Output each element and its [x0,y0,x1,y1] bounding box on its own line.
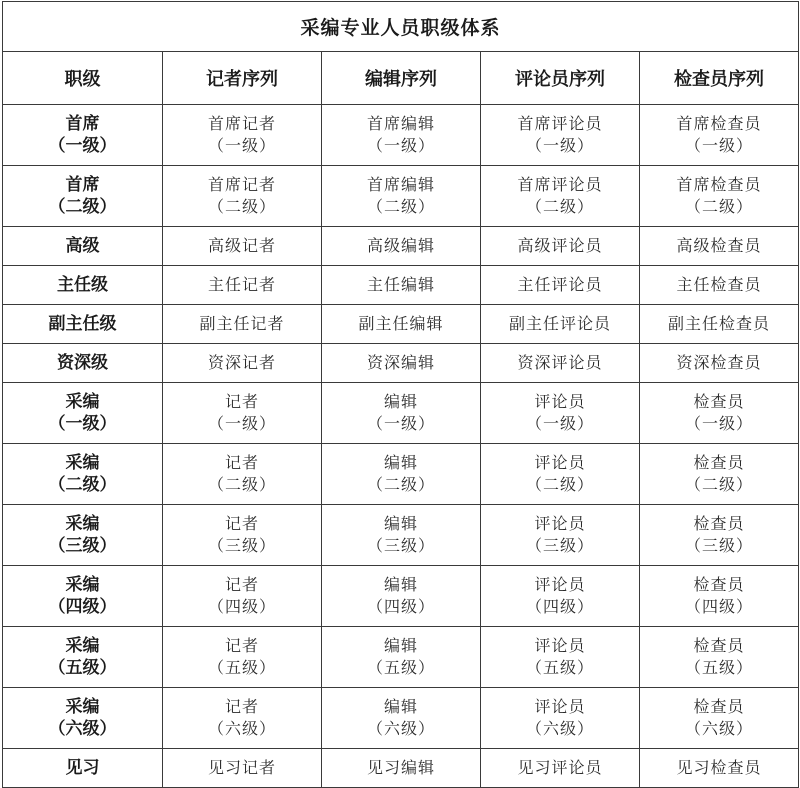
rank-label: 采编 [65,575,100,595]
title-label: 资深记者 [207,353,276,372]
editor-title-cell [322,749,481,788]
commentator-title-cell [481,383,640,444]
title-label: 编辑 [383,392,418,411]
rank-label: （一级） [48,136,117,156]
editor-title-cell [322,266,481,305]
title-label: 检查员 [693,514,745,533]
title-label: （四级） [207,597,276,616]
rank-label: 主任级 [57,275,108,295]
reporter-title-cell [163,383,322,444]
title-label: 评论员 [534,453,586,472]
commentator-title-cell [481,688,640,749]
title-label: 见习检查员 [676,758,762,777]
title-label: 副主任检查员 [667,314,770,333]
title-label: （五级） [684,658,753,677]
table-row [3,505,799,566]
header-inspector-series: 检查员序列 [640,52,799,105]
commentator-title-cell [481,627,640,688]
title-label: （三级） [366,536,435,555]
rank-cell [3,749,163,788]
table-body [3,105,799,788]
title-label: 首席记者 [207,175,276,194]
commentator-title-cell [481,749,640,788]
inspector-title-cell [640,566,799,627]
title-label: 副主任记者 [199,314,285,333]
title-label: 首席记者 [207,114,276,133]
commentator-title-cell [481,566,640,627]
rank-label: 采编 [65,697,100,717]
title-label: （六级） [366,719,435,738]
rank-label: 采编 [65,636,100,656]
inspector-title-cell [640,383,799,444]
reporter-title-cell [163,166,322,227]
rank-label: 首席 [65,114,100,134]
title-label: 评论员 [534,514,586,533]
inspector-title-cell [640,749,799,788]
title-label: （一级） [684,136,753,155]
title-label: （二级） [684,475,753,494]
title-label: （二级） [684,197,753,216]
title-label: 检查员 [693,575,745,594]
rank-label: （六级） [48,719,117,739]
title-label: 评论员 [534,636,586,655]
title-label: （五级） [525,658,594,677]
table-row [3,344,799,383]
inspector-title-cell [640,105,799,166]
title-label: 高级检查员 [676,236,762,255]
title-label: 编辑 [383,575,418,594]
title-label: 见习编辑 [366,758,435,777]
rank-cell [3,566,163,627]
title-label: 首席检查员 [676,114,762,133]
rank-system-table [2,1,799,788]
editor-title-cell [322,566,481,627]
rank-label: （四级） [48,597,117,617]
document-page [2,1,798,784]
rank-cell [3,166,163,227]
title-label: 评论员 [534,392,586,411]
title-label: 高级记者 [207,236,276,255]
editor-title-cell [322,166,481,227]
title-label: 主任检查员 [676,275,762,294]
title-label: （一级） [525,414,594,433]
editor-title-cell [322,344,481,383]
editor-title-cell [322,227,481,266]
title-label: 编辑 [383,697,418,716]
reporter-title-cell [163,627,322,688]
title-label: 首席评论员 [517,175,603,194]
title-label: 资深检查员 [676,353,762,372]
title-label: 高级评论员 [517,236,603,255]
title-label: 记者 [224,514,259,533]
table-row [3,166,799,227]
reporter-title-cell [163,344,322,383]
title-label: （一级） [525,136,594,155]
commentator-title-cell [481,227,640,266]
title-label: 检查员 [693,697,745,716]
title-label: （四级） [684,597,753,616]
title-label: （二级） [207,197,276,216]
inspector-title-cell [640,227,799,266]
commentator-title-cell [481,444,640,505]
rank-cell [3,444,163,505]
rank-label: 见习 [65,758,100,778]
inspector-title-cell [640,505,799,566]
rank-label: 副主任级 [48,314,117,334]
commentator-title-cell [481,105,640,166]
rank-label: （二级） [48,197,117,217]
inspector-title-cell [640,344,799,383]
title-label: 评论员 [534,575,586,594]
table-row [3,749,799,788]
rank-label: 采编 [65,453,100,473]
title-label: （一级） [207,414,276,433]
rank-cell [3,266,163,305]
title-label: （四级） [525,597,594,616]
title-label: （二级） [366,197,435,216]
reporter-title-cell [163,266,322,305]
rank-label: 采编 [65,392,100,412]
title-label: 记者 [224,453,259,472]
table-row [3,383,799,444]
reporter-title-cell [163,505,322,566]
title-label: 检查员 [693,636,745,655]
rank-cell [3,505,163,566]
title-label: 编辑 [383,453,418,472]
reporter-title-cell [163,688,322,749]
inspector-title-cell [640,266,799,305]
rank-label: （五级） [48,658,117,678]
table-row [3,444,799,505]
title-label: （六级） [207,719,276,738]
title-label: 记者 [224,392,259,411]
editor-title-cell [322,627,481,688]
table-title: 采编专业人员职级体系 [3,2,799,52]
reporter-title-cell [163,105,322,166]
title-label: 副主任评论员 [508,314,611,333]
editor-title-cell [322,688,481,749]
title-label: 主任评论员 [517,275,603,294]
header-reporter-series: 记者序列 [163,52,322,105]
rank-label: 采编 [65,514,100,534]
editor-title-cell [322,305,481,344]
table-row [3,688,799,749]
header-editor-series: 编辑序列 [322,52,481,105]
table-row [3,266,799,305]
title-label: （二级） [207,475,276,494]
table-row [3,627,799,688]
title-label: （一级） [207,136,276,155]
rank-label: （一级） [48,414,117,434]
reporter-title-cell [163,305,322,344]
title-label: 首席编辑 [366,114,435,133]
rank-label: 资深级 [57,353,108,373]
title-label: （三级） [207,536,276,555]
editor-title-cell [322,383,481,444]
rank-label: 首席 [65,175,100,195]
title-label: 见习评论员 [517,758,603,777]
commentator-title-cell [481,344,640,383]
header-commentator-series: 评论员序列 [481,52,640,105]
header-row [3,52,799,105]
table-row [3,305,799,344]
commentator-title-cell [481,505,640,566]
commentator-title-cell [481,266,640,305]
reporter-title-cell [163,749,322,788]
title-label: 副主任编辑 [358,314,444,333]
title-label: （四级） [366,597,435,616]
title-label: 编辑 [383,636,418,655]
editor-title-cell [322,444,481,505]
title-label: 高级编辑 [366,236,435,255]
title-label: （五级） [207,658,276,677]
inspector-title-cell [640,444,799,505]
rank-cell [3,344,163,383]
editor-title-cell [322,105,481,166]
reporter-title-cell [163,444,322,505]
rank-cell [3,383,163,444]
table-row [3,227,799,266]
rank-cell [3,227,163,266]
rank-cell [3,305,163,344]
inspector-title-cell [640,627,799,688]
title-label: 首席评论员 [517,114,603,133]
title-label: 资深编辑 [366,353,435,372]
title-label: 检查员 [693,392,745,411]
title-label: （六级） [525,719,594,738]
reporter-title-cell [163,227,322,266]
rank-label: （二级） [48,475,117,495]
table-row [3,105,799,166]
rank-label: 高级 [65,236,100,256]
title-label: （一级） [684,414,753,433]
title-label: （二级） [525,197,594,216]
commentator-title-cell [481,305,640,344]
rank-cell [3,627,163,688]
title-label: 记者 [224,575,259,594]
inspector-title-cell [640,166,799,227]
title-label: （三级） [525,536,594,555]
title-label: 记者 [224,636,259,655]
table-row [3,566,799,627]
rank-cell [3,688,163,749]
title-label: （二级） [366,475,435,494]
title-label: 主任编辑 [366,275,435,294]
title-label: 主任记者 [207,275,276,294]
title-label: （一级） [366,414,435,433]
title-label: 编辑 [383,514,418,533]
inspector-title-cell [640,305,799,344]
title-label: （三级） [684,536,753,555]
title-label: 首席编辑 [366,175,435,194]
reporter-title-cell [163,566,322,627]
title-label: 评论员 [534,697,586,716]
title-label: 检查员 [693,453,745,472]
header-rank: 职级 [3,52,163,105]
title-label: （二级） [525,475,594,494]
title-label: 见习记者 [207,758,276,777]
title-label: （六级） [684,719,753,738]
inspector-title-cell [640,688,799,749]
title-label: （五级） [366,658,435,677]
editor-title-cell [322,505,481,566]
rank-cell [3,105,163,166]
title-label: 首席检查员 [676,175,762,194]
title-label: 记者 [224,697,259,716]
rank-label: （三级） [48,536,117,556]
title-label: 资深评论员 [517,353,603,372]
commentator-title-cell [481,166,640,227]
title-label: （一级） [366,136,435,155]
